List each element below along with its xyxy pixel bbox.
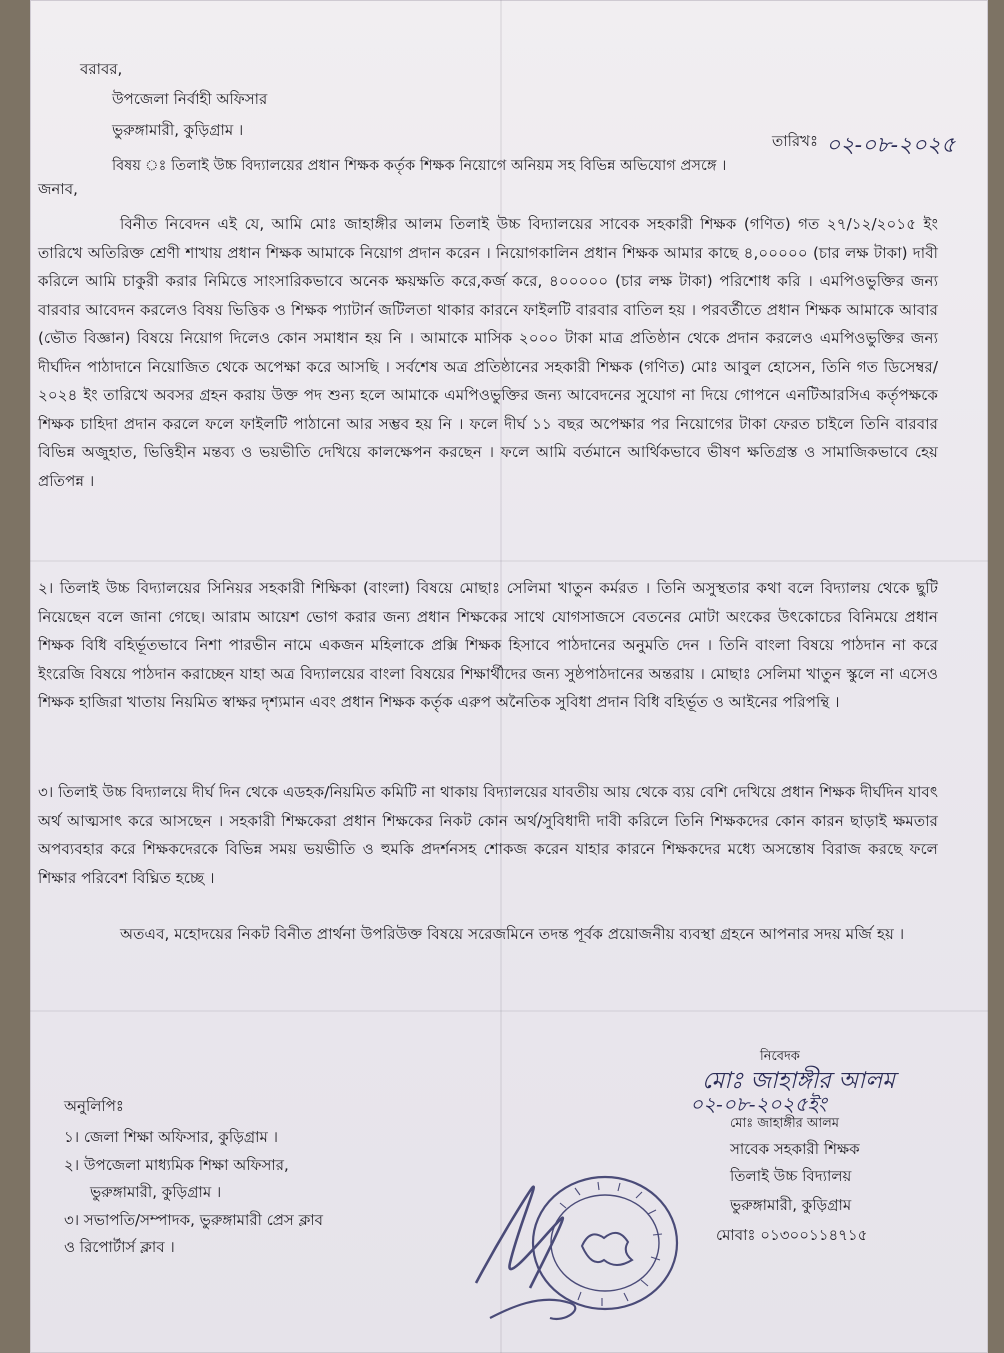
- date-label: তারিখঃ: [772, 132, 818, 150]
- copy-item: ২। উপজেলা মাধ্যমিক শিক্ষা অফিসার,: [64, 1156, 289, 1174]
- copies-label: অনুলিপিঃ: [64, 1097, 124, 1115]
- recipient-location: ভুরুঙ্গামারী, কুড়িগ্রাম ।: [112, 121, 244, 139]
- sender-location: ভুরুঙ্গামারী, কুড়িগ্রাম: [730, 1196, 852, 1214]
- sender-signature: মোঃ জাহাঙ্গীর আলম: [702, 1068, 895, 1094]
- date-value: ০২-০৮-২০২৫: [826, 133, 956, 158]
- copy-item: ভুরুঙ্গামারী, কুড়িগ্রাম ।: [90, 1183, 222, 1201]
- paragraph-4: অতএব, মহোদয়ের নিকট বিনীত প্রার্থনা উপরিউক্ত বিষয়ে সরেজমিনে তদন্ত পূর্বক প্রয়োজনীয় ব্যবস্থা গ্রহনে আপনার সদয় মর্জি হয় ।: [120, 925, 905, 943]
- recipient-title: উপজেলা নির্বাহী অফিসার: [112, 90, 268, 108]
- salutation: জনাব,: [38, 180, 78, 198]
- subject-line: বিষয় ঃ তিলাই উচ্চ বিদ্যালয়ের প্রধান শিক্ষক কর্তৃক শিক্ষক নিয়োগে অনিয়ম সহ বিভিন্ন অভিযোগ প্রসঙ্গে ।: [112, 157, 727, 174]
- letter-paper: [30, 0, 988, 1353]
- paragraph-2: ২। তিলাই উচ্চ বিদ্যালয়ের সিনিয়র সহকারী শিক্ষিকা (বাংলা) বিষয়ে মোছাঃ সেলিমা খাতুন কর্মরত । তিনি অসুস্থতার কথা বলে বিদ্যালয় থেকে ছুটি নিয়েছেন বলে জানা গেছে। আরাম আয়েশ ভোগ করার জন্য প্রধান শিক্ষকের সাথে যোগসাজসে বেতনের মোটা অংকের উৎকোচের বিনিময়ে প্রধান শিক্ষক বিধি বহির্ভূতভাবে নিশা পারভীন নামে একজন মহিলাকে প্রক্সি শিক্ষক হিসাবে পাঠদানের অনুমতি দেন । তিনি বাংলা বিষয়ে পাঠদান না করে ইংরেজি বিষয়ে পাঠদান করাচ্ছেন যাহা অত্র বিদ্যালয়ের বাংলা বিষয়ের শিক্ষার্থীদের জন্য সুষ্ঠপাঠদানের অন্তরায় । মোছাঃ সেলিমা খাতুন স্কুলে না এসেও শিক্ষক হাজিরা খাতায় নিয়মিত স্বাক্ষর দৃশ্যমান এবং প্রধান শিক্ষক কর্তৃক এরুপ অনৈতিক সুবিধা প্রদান বিধি বহির্ভূত ও আইনের পরিপন্থি ।: [38, 579, 938, 711]
- copy-item: ও রিপোর্টার্স ক্লাব ।: [64, 1238, 175, 1256]
- sender-designation: সাবেক সহকারী শিক্ষক: [730, 1140, 860, 1158]
- official-seal-icon: [470, 1168, 695, 1338]
- copy-item: ১। জেলা শিক্ষা অফিসার, কুড়িগ্রাম ।: [64, 1128, 278, 1146]
- address-to: বরাবর,: [80, 60, 123, 78]
- copy-item: ৩। সভাপতি/সম্পাদক, ভুরুঙ্গামারী প্রেস ক্লাব: [64, 1211, 324, 1229]
- paragraph-3: ৩। তিলাই উচ্চ বিদ্যালয়ে দীর্ঘ দিন থেকে এডহক/নিয়মিত কমিটি না থাকায় বিদ্যালয়ের যাবতীয় আয় থেকে ব্যয় বেশি দেখিয়ে প্রধান শিক্ষক দীর্ঘদিন যাবৎ অর্থ আত্মসাৎ করে আসছেন । সহকারী শিক্ষকেরা প্রধান শিক্ষকের নিকট কোন অর্থ/সুবিধাদী দাবী করিলে তিনি শিক্ষকদের কোন কারন ছাড়াই ক্ষমতার অপব্যবহার করে শিক্ষকদেরকে বিভিন্ন সময় ভয়ভীতি ও হুমকি প্রদর্শনসহ শোকজ করেন যাহার কারনে শিক্ষকদের মধ্যে অসন্তোষ বিরাজ করছে ফলে শিক্ষার পরিবেশ বিঘ্নিত হচ্ছে ।: [38, 783, 938, 887]
- paragraph-1: বিনীত নিবেদন এই যে, আমি মোঃ জাহাঙ্গীর আলম তিলাই উচ্চ বিদ্যালয়ের সাবেক সহকারী শিক্ষক (গণিত) গত ২৭/১২/২০১৫ ইং তারিখে অতিরিক্ত শ্রেণী শাখায় প্রধান শিক্ষক আমাকে নিয়োগ প্রদান করেন । নিয়োগকালিন প্রধান শিক্ষক আমার কাছে ৪,০০০০০ (চার লক্ষ টাকা) দাবী করিলে আমি চাকুরী করার নিমিত্তে সাংসারিকভাবে অনেক ক্ষয়ক্ষতি করে,কর্জ করে, ৪০০০০০ (চার লক্ষ টাকা) পরিশোধ করি । এমপিওভুক্তির জন্য বারবার আবেদন করলেও বিষয় ভিত্তিক ও শিক্ষক প্যাটার্ন জটিলতা থাকার কারনে ফাইলটি বারবার বাতিল হয় । পরবর্তীতে প্রধান শিক্ষক আমাকে আবার (ভৌত বিজ্ঞান) বিষয়ে নিয়োগ দিলেও কোন সমাধান হয় নি । আমাকে মাসিক ২০০০ টাকা মাত্র প্রতিষ্ঠান থেকে প্রদান করলেও এমপিওভুক্তির জন্য দীর্ঘদিন পাঠাদানে নিয়োজিত থেকে অপেক্ষা করে আসছি । সর্বশেষ অত্র প্রতিষ্ঠানের সহকারী শিক্ষক (গণিত) মোঃ আবুল হোসেন, তিনি গত ডিসেম্বর/২০২৪ ইং তারিখে অবসর গ্রহন করায় উক্ত পদ শুন্য হলে আমাকে এমপিওভুক্তির জন্য আবেদনের সুযোগ না দিয়ে গোপনে এনটিআরসিএ কর্তৃপক্ষকে শিক্ষক চাহিদা প্রদান করলে ফলে ফাইলটি পাঠানো আর সম্ভব হয় নি । ফলে দীর্ঘ ১১ বছর অপেক্ষার পর নিয়োগের টাকা ফেরত চাইলে তিনি বারবার বিভিন্ন অজুহাত, ভিত্তিহীন মন্তব্য ও ভয়ভীতি দেখিয়ে কালক্ষেপন করছেন । ফলে আমি বর্তমানে আর্থিকভাবে ভীষণ ক্ষতিগ্রস্ত ও সামাজিকভাবে হেয় প্রতিপন্ন ।: [38, 215, 938, 490]
- sender-name: মোঃ জাহাঙ্গীর আলম: [730, 1116, 840, 1131]
- paper-fold: [30, 1010, 988, 1012]
- sender-mobile: মোবাঃ ০১৩০০১১৪৭১৫: [716, 1226, 868, 1244]
- paper-fold: [30, 560, 988, 562]
- sender-label: নিবেদক: [760, 1049, 800, 1064]
- signature-date: ০২-০৮-২০২৫ইং: [690, 1092, 827, 1116]
- sender-institution: তিলাই উচ্চ বিদ্যালয়: [730, 1167, 852, 1185]
